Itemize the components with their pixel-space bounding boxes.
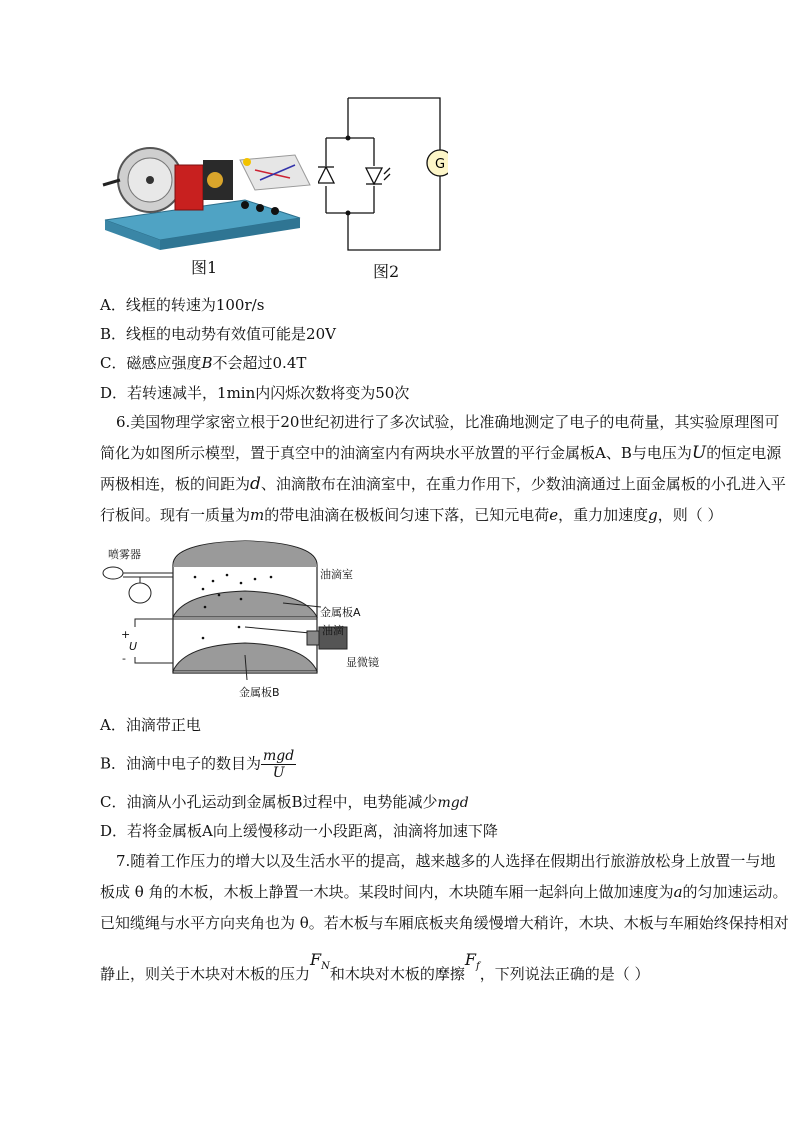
q7-line-2-text-b: 的匀加速运动。: [682, 883, 788, 901]
q6-line-4-text-a: 行板间。现有一质量为: [100, 506, 251, 524]
q6-line-4: [100, 505, 723, 525]
q7-line-4-text-c: ，下列说法正确的是（ ）: [479, 965, 650, 983]
q7-line-3: 已知缆绳与水平方向夹角也为 θ。若木板与车厢底板夹角缓慢增大稍许，木块、木板与车厢始终保持相对: [100, 914, 789, 932]
q6-option-c-symbol: mgd: [437, 795, 469, 811]
q6-distance-symbol: d: [250, 474, 261, 494]
label-minus: -: [122, 652, 126, 665]
q5-option-c-symbol: B: [201, 354, 213, 372]
q6-line-1: 6.美国物理学家密立根于20世纪初进行了多次试验，比准确地测定了电子的电荷量，其实验原理图可: [116, 413, 780, 431]
q7-friction-F: F: [464, 950, 476, 969]
label-sprayer: 喷雾器: [108, 548, 141, 561]
figure1-image: [95, 140, 315, 255]
q5-option-a: A．线框的转速为100r/s: [100, 296, 265, 314]
figure2-circuit: [318, 90, 448, 255]
q6-line-2-text-a: 简化为如图所示模型，置于真空中的油滴室内有两块水平放置的平行金属板A、B与电压为: [100, 444, 692, 462]
q7-line-4-text-b: 和木块对木板的摩擦: [329, 965, 465, 983]
q5-option-c-prefix: C．磁感应强度: [100, 354, 202, 372]
q6-gravity-symbol: g: [648, 506, 658, 524]
q6-line-2-text-b: 的恒定电源: [706, 444, 782, 462]
fraction-numerator: mgd: [263, 748, 295, 764]
q7-line-4: [100, 950, 650, 991]
figure1-label: 图1: [191, 258, 218, 277]
q7-normal-force-sub: N: [321, 961, 330, 972]
q6-line-3: [100, 474, 786, 494]
q6-option-b: [100, 748, 296, 781]
galvanometer-symbol: G: [434, 157, 446, 172]
label-plate-a: 金属板A: [320, 606, 361, 619]
label-chamber: 油滴室: [320, 568, 353, 581]
q6-option-a: A．油滴带正电: [100, 716, 201, 734]
q5-option-c: [100, 353, 306, 373]
q7-normal-force-symbol: [310, 950, 330, 972]
label-plus: +: [121, 628, 131, 641]
q6-option-d: D．若将金属板A向上缓慢移动一小段距离，油滴将加速下降: [100, 822, 498, 840]
label-droplet: 油滴: [322, 624, 344, 637]
q7-line-2-text-a: 板成 θ 角的木板，木板上静置一木块。某段时间内，木块随车厢一起斜向上做加速度为: [100, 883, 674, 901]
q6-line-2: [100, 443, 781, 463]
q5-option-d: D．若转速减半，1min内闪烁次数将变为50次: [100, 384, 410, 402]
q7-line-4-text-a: 静止，则关于木块对木板的压力: [100, 965, 311, 983]
q7-accel-symbol: a: [673, 883, 683, 901]
q6-line-4-text-c: ，重力加速度: [558, 506, 649, 524]
label-microscope: 显微镜: [346, 656, 379, 669]
q6-line-3-text-a: 两极相连，板的间距为: [100, 475, 251, 493]
fraction-denominator: U: [272, 765, 285, 781]
label-voltage: U: [129, 640, 138, 653]
q6-option-b-fraction: [261, 748, 296, 781]
q6-option-b-text: B．油滴中电子的数目为: [100, 754, 262, 773]
figure2-label: 图2: [373, 262, 400, 281]
q7-normal-force-F: F: [310, 950, 322, 969]
q7-line-1: 7.随着工作压力的增大以及生活水平的提高，越来越多的人选择在假期出行旅游放松身上放置一与地: [116, 852, 776, 870]
q6-charge-symbol: e: [549, 506, 559, 524]
q7-friction-sub: f: [476, 961, 480, 972]
q5-option-b: B．线框的电动势有效值可能是20V: [100, 325, 336, 343]
q6-option-c: [100, 792, 469, 813]
q6-line-4-text-b: 的带电油滴在极板间匀速下落，已知元电荷: [264, 506, 550, 524]
q6-mass-symbol: m: [250, 506, 265, 524]
q5-option-c-suffix: 不会超过0.4T: [212, 354, 307, 372]
q6-voltage-symbol: U: [691, 443, 707, 463]
q6-option-c-text: C．油滴从小孔运动到金属板B过程中，电势能减少: [100, 793, 438, 811]
label-plate-b: 金属板B: [239, 686, 280, 699]
q7-line-2: [100, 882, 788, 902]
q6-line-3-text-b: 、油滴散布在油滴室中，在重力作用下，少数油滴通过上面金属板的小孔进入平: [260, 475, 786, 493]
q6-line-4-text-d: ，则（ ）: [657, 506, 723, 524]
q7-friction-symbol: [464, 950, 480, 972]
